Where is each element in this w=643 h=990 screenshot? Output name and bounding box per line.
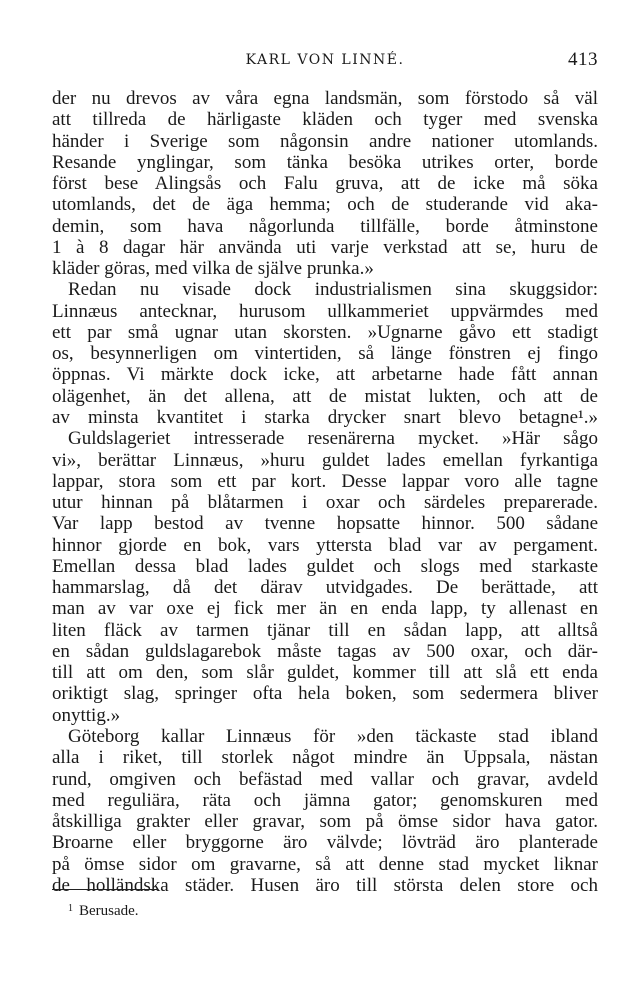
text-line: olägenhet, än det allena, att de mistat lukten, och att de bbox=[52, 385, 598, 407]
footnote bbox=[68, 903, 139, 920]
text-line: ett par små ugnar utan skorsten. »Ugnarne gåvo ett stadigt bbox=[52, 321, 598, 343]
text-line: utomlands, det de äga hemma; och de studerande vid aka- bbox=[52, 194, 598, 216]
text-line: hammarslag, då det därav utvidgades. De berättade, att bbox=[52, 577, 598, 599]
text-line: till att om den, som slår guldet, kommer till att slå ett enda bbox=[52, 662, 598, 684]
text-line: öppnas. Vi märkte dock icke, att arbetarne hade fått annan bbox=[52, 364, 598, 386]
text-line: på ömse sidor om gravarne, så att denne stad mycket liknar bbox=[52, 853, 598, 875]
paragraph-start: Göteborg kallar Linnæus för »den täckaste stad ibland bbox=[68, 725, 598, 747]
text-line: oriktigt slag, springer ofta hela boken, som sedermera bliver bbox=[52, 683, 598, 705]
paragraph-start: Redan nu visade dock industrialismen sina skuggsidor: bbox=[68, 279, 598, 301]
text-line: hinnor gjorde en bok, vars yttersta blad var av pergament. bbox=[52, 534, 598, 556]
page-header bbox=[52, 49, 598, 71]
text-line: en sådan guldslagarebok måste tagas av 500 oxar, och där- bbox=[52, 640, 598, 662]
text-line: de holländska städer. Husen äro till största delen store och bbox=[52, 874, 598, 896]
text-line: med reguliära, räta och jämna gator; genomskuren med bbox=[52, 789, 598, 811]
body-text bbox=[52, 88, 598, 896]
text-line: Broarne eller bryggorne äro välvde; lövträd äro planterade bbox=[52, 832, 598, 854]
text-line: man av var oxe ej fick mer än en enda lapp, ty allenast en bbox=[52, 598, 598, 620]
running-title: KARL VON LINNÉ. bbox=[245, 52, 405, 68]
footnote-marker: 1 bbox=[68, 903, 73, 914]
footnote-rule bbox=[52, 889, 158, 890]
text-line: Resande ynglingar, som tänka besöka utrikes orter, borde bbox=[52, 151, 598, 173]
paragraph-start: Guldslageriet intresserade resenärerna mycket. »Här sågo bbox=[68, 428, 598, 450]
text-line: der nu drevos av våra egna landsmän, som förstodo så väl bbox=[52, 88, 598, 109]
text-line: Linnæus antecknar, hurusom ullkammeriet uppvärmdes med bbox=[52, 300, 598, 322]
footnote-text: Berusade. bbox=[79, 903, 139, 919]
text-line: kläder göras, med vilka de själve prunka.» bbox=[52, 258, 374, 280]
text-line: rund, omgiven och befästad med vallar och gravar, avdeld bbox=[52, 768, 598, 790]
text-line: först bese Alingsås och Falu gruva, att de icke må söka bbox=[52, 173, 598, 195]
text-line: Var lapp bestod av tvenne hopsatte hinnor. 500 sådane bbox=[52, 513, 598, 535]
text-line: 1 à 8 dagar här använda uti varje verkstad att se, huru de bbox=[52, 236, 598, 258]
text-line: åtskilliga grakter eller gravar, som på ömse sidor hava gator. bbox=[52, 811, 598, 833]
text-line: os, besynnerligen om vintertiden, så länge fönstren ej fingo bbox=[52, 343, 598, 365]
text-line: utur hinnan på blåtarmen i oxar och särdeles preparerade. bbox=[52, 492, 598, 514]
text-line: Emellan dessa blad lades guldet och slogs med starkaste bbox=[52, 555, 598, 577]
text-line: alla i riket, till storlek något mindre än Uppsala, nästan bbox=[52, 747, 598, 769]
text-line: lappar, stora som ett par kort. Desse lappar voro alle tagne bbox=[52, 470, 598, 492]
text-line: händer i Sverige som någonsin andre nationer utomlands. bbox=[52, 130, 598, 152]
text-line: liten fläck av tarmen tjänar till en sådan lapp, att alltså bbox=[52, 619, 598, 641]
page-number: 413 bbox=[568, 49, 598, 70]
text-line: av minsta kvantitet i starka drycker snart blevo betagne¹.» bbox=[52, 406, 598, 428]
text-line: vi», berättar Linnæus, »huru guldet lades emellan fyrkantiga bbox=[52, 449, 598, 471]
text-line: onyttig.» bbox=[52, 704, 121, 726]
text-line: att tillreda de härligaste kläden och tyger med svenska bbox=[52, 109, 598, 131]
text-line: demin, som hava någorlunda tillfälle, borde åtminstone bbox=[52, 215, 598, 237]
